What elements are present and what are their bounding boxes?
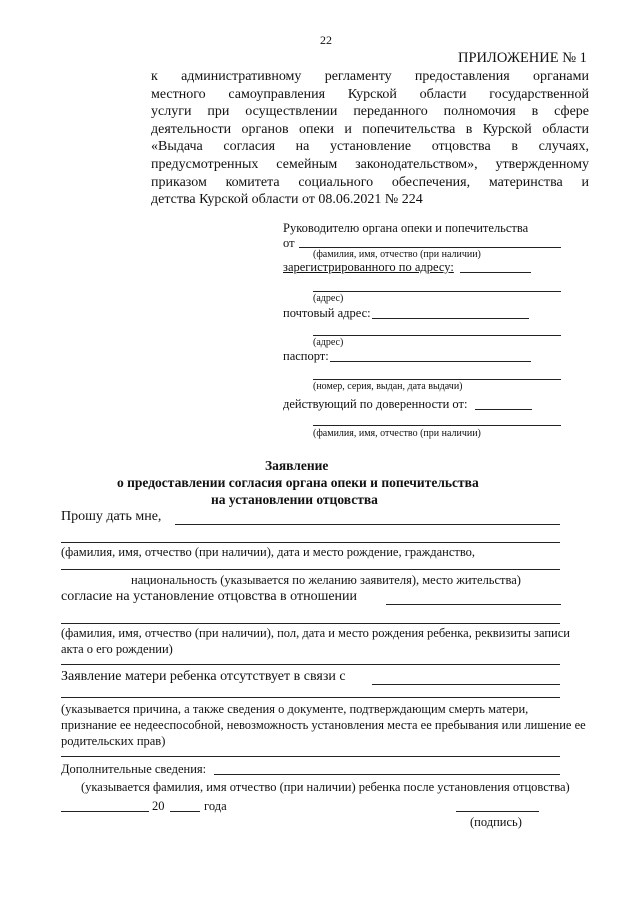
applicant-field-2[interactable] xyxy=(61,542,560,543)
appendix-line: услуги при осуществлении переданного полномочия в сфере xyxy=(151,104,589,120)
consent-label: согласие на установление отцовства в отношении xyxy=(61,589,358,604)
date-year-field[interactable] xyxy=(170,811,200,812)
statement-title: Заявление xyxy=(265,458,329,473)
appendix-line: деятельности органов опеки и попечительства в Курской области xyxy=(151,121,589,137)
registered-label: зарегистрированного по адресу: xyxy=(283,260,454,274)
applicant-hint-2: национальность (указывается по желанию заявителя), место жительства) xyxy=(131,573,521,587)
reason-hint: (указывается причина, а также сведения о документе, подтверждающим смерть матери, признание ее недееспособной, невозможность установления места ее пребывания или лишение ее родительских прав) xyxy=(61,702,586,748)
page-number: 22 xyxy=(320,33,332,47)
passport-field-2[interactable] xyxy=(313,379,561,380)
additional-field[interactable] xyxy=(214,774,560,775)
registered-field-2[interactable] xyxy=(313,291,561,292)
reason-field[interactable] xyxy=(372,684,560,685)
statement-subtitle-1: о предоставлении согласия органа опеки и попечительства xyxy=(117,475,479,490)
appendix-line: местного самоуправления Курской области государственной xyxy=(151,86,589,102)
date-year-prefix: 20 xyxy=(152,799,165,813)
proxy-label: действующий по доверенности от: xyxy=(283,397,468,411)
appendix-line: приказом комитета социального обеспечения, материнства и xyxy=(151,174,589,190)
child-hint: (фамилия, имя, отчество (при наличии), пол, дата и место рождения ребенка, реквизиты записи акта о его рождении) xyxy=(61,626,570,656)
additional-hint: (указывается фамилия, имя отчество (при наличии) ребенка после установления отцовства) xyxy=(81,780,570,794)
proxy-date-field[interactable] xyxy=(475,409,532,410)
from-hint: (фамилия, имя, отчество (при наличии) xyxy=(313,249,481,260)
proxy-hint: (фамилия, имя, отчество (при наличии) xyxy=(313,428,481,439)
additional-label: Дополнительные сведения: xyxy=(61,762,207,776)
appendix-regulation-text xyxy=(151,68,589,209)
passport-field[interactable] xyxy=(330,361,531,362)
passport-label: паспорт: xyxy=(283,349,329,363)
date-year-word: года xyxy=(204,799,227,813)
registered-field[interactable] xyxy=(460,272,531,273)
child-field-3[interactable] xyxy=(61,664,560,665)
from-label: от xyxy=(283,236,295,250)
appendix-line: «Выдача согласия на установление отцовства в случаях, xyxy=(151,139,589,155)
signature-field[interactable] xyxy=(456,811,539,812)
child-field[interactable] xyxy=(386,604,561,605)
mother-absent-label: Заявление матери ребенка отсутствует в связи с xyxy=(61,669,346,684)
statement-subtitle-2: на установлении отцовства xyxy=(211,492,378,507)
address-hint-1: (адрес) xyxy=(313,293,344,304)
request-label: Прошу дать мне, xyxy=(61,509,162,524)
applicant-field-3[interactable] xyxy=(61,569,560,570)
proxy-field-2[interactable] xyxy=(313,425,561,426)
reason-field-2[interactable] xyxy=(61,697,560,698)
appendix-line: детства Курской области от 08.06.2021 № 224 xyxy=(151,192,423,208)
applicant-field[interactable] xyxy=(175,524,560,525)
postal-field-2[interactable] xyxy=(313,335,561,336)
appendix-title: ПРИЛОЖЕНИЕ № 1 xyxy=(458,50,587,66)
from-field[interactable] xyxy=(299,247,561,248)
child-field-2[interactable] xyxy=(61,623,560,624)
postal-field[interactable] xyxy=(372,318,529,319)
postal-label: почтовый адрес: xyxy=(283,306,371,320)
signature-hint: (подпись) xyxy=(470,815,522,829)
applicant-hint-1: (фамилия, имя, отчество (при наличии), дата и место рождение, гражданство, xyxy=(61,545,476,559)
addressee-to: Руководителю органа опеки и попечительства xyxy=(283,221,529,235)
appendix-line: к административному регламенту предоставления органами xyxy=(151,69,589,84)
date-day-field[interactable] xyxy=(61,811,149,812)
address-hint-2: (адрес) xyxy=(313,337,344,348)
reason-field-3[interactable] xyxy=(61,756,560,757)
appendix-line: предусмотренных семейным законодательством», утвержденному xyxy=(151,156,589,172)
passport-hint: (номер, серия, выдан, дата выдачи) xyxy=(313,381,463,392)
